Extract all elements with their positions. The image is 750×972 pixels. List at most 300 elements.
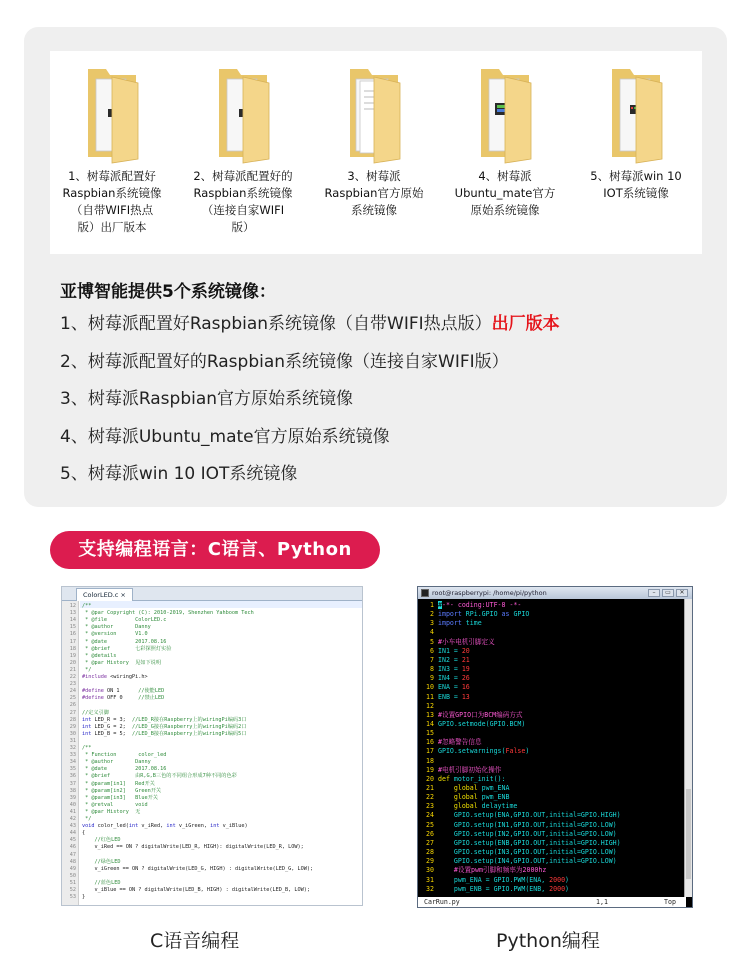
c-editor-screenshot xyxy=(61,586,363,906)
folder-panel xyxy=(50,51,702,254)
code-line xyxy=(418,610,529,619)
code-line xyxy=(418,674,470,683)
code-line xyxy=(418,857,617,866)
code-line xyxy=(62,802,362,809)
code-token: False xyxy=(505,747,526,756)
code-token: int xyxy=(210,823,223,830)
line-number: 19 xyxy=(426,765,434,774)
code-token: IN3 = xyxy=(438,665,462,674)
close-button[interactable]: ✕ xyxy=(676,589,688,597)
code-token: * @file ColorLED.c xyxy=(82,617,167,624)
code-line xyxy=(62,788,362,795)
code-line xyxy=(62,688,362,695)
list-item xyxy=(60,425,720,463)
line-number: 50 xyxy=(69,872,76,879)
line-number: 31 xyxy=(69,737,76,744)
code-token: //蓝色LED xyxy=(82,879,121,886)
python-code-area[interactable] xyxy=(418,601,686,897)
code-line xyxy=(418,619,482,628)
code-token: IN1 = xyxy=(438,646,462,655)
code-line xyxy=(62,745,362,752)
line-number: 41 xyxy=(69,808,76,815)
code-line xyxy=(62,710,362,717)
line-number: 1 xyxy=(430,601,434,609)
code-token: } xyxy=(82,894,86,901)
folder-icon xyxy=(213,59,273,167)
line-number: 4 xyxy=(430,628,434,637)
line-number: 38 xyxy=(69,787,76,794)
code-line xyxy=(418,720,525,729)
line-number: 13 xyxy=(426,710,434,719)
image-list-heading: 亚博智能提供5个系统镜像： xyxy=(60,282,276,302)
line-number: 16 xyxy=(426,738,434,747)
line-number: 12 xyxy=(426,701,434,710)
code-token: global xyxy=(438,793,482,802)
line-number: 26 xyxy=(69,702,76,709)
code-line xyxy=(418,821,617,830)
folder-item[interactable] xyxy=(181,51,305,254)
code-line xyxy=(418,665,470,674)
code-token: #电机引脚初始化操作 xyxy=(438,765,502,774)
code-token: v_iRed == ON ? digitalWrite(LED_R, HIGH): digitalWrite(LED_R, LOW); xyxy=(82,844,304,851)
code-token: -*- coding:UTF-8 -*- xyxy=(441,601,522,609)
line-number: 17 xyxy=(69,638,76,645)
code-token: IN4 = xyxy=(438,674,462,683)
code-token: /** xyxy=(82,745,92,751)
code-token: ) xyxy=(565,875,570,884)
line-number: 34 xyxy=(69,759,76,766)
code-token: RPi.GPIO xyxy=(465,610,502,619)
code-line xyxy=(418,848,617,857)
folder-item[interactable] xyxy=(443,51,567,254)
code-line xyxy=(418,729,438,738)
code-token: ) xyxy=(525,747,530,756)
code-token: //使能LED xyxy=(138,688,165,695)
close-icon[interactable]: × xyxy=(120,591,126,599)
status-cursor-position: 1,1 xyxy=(596,898,608,906)
code-token: 20 xyxy=(461,646,470,655)
code-token: * @author Danny xyxy=(82,759,151,766)
line-number: 25 xyxy=(69,695,76,702)
code-token: * @version V1.0 xyxy=(82,631,148,638)
code-line xyxy=(62,653,362,660)
code-line xyxy=(62,667,362,674)
code-token: GPIO.setwarnings( xyxy=(438,747,506,756)
line-number: 30 xyxy=(69,730,76,737)
scrollbar-thumb[interactable] xyxy=(686,789,691,879)
code-token: * Function color_led xyxy=(82,752,167,759)
code-token: * @brief 七彩探照灯实验 xyxy=(82,645,172,652)
line-number: 27 xyxy=(69,709,76,716)
code-token: def xyxy=(438,774,454,783)
code-token: pwm_ENB = GPIO.PWM(ENB, xyxy=(438,884,550,893)
line-number: 2 xyxy=(430,610,434,619)
python-terminal-screenshot xyxy=(417,586,693,908)
code-line xyxy=(418,747,529,756)
code-line xyxy=(418,766,501,775)
code-token: GPIO.setup(ENB,GPIO.OUT,initial=GPIO.HIGH) xyxy=(438,838,621,847)
line-number: 13 xyxy=(69,610,76,617)
code-line xyxy=(418,757,438,766)
code-token: * @date 2017.08.16 xyxy=(82,766,167,773)
line-number: 11 xyxy=(426,692,434,701)
line-number: 29 xyxy=(69,723,76,730)
line-number: 16 xyxy=(69,631,76,638)
line-number: 28 xyxy=(426,848,434,857)
line-number: 23 xyxy=(69,681,76,688)
list-item-text: 3、树莓派Raspbian官方原始系统镜像 xyxy=(60,389,354,409)
code-token: delaytime xyxy=(481,802,518,811)
list-item xyxy=(60,350,720,388)
code-token: int xyxy=(82,716,95,723)
folder-item[interactable] xyxy=(574,51,698,254)
code-line xyxy=(62,603,362,610)
code-token: ENA = xyxy=(438,683,462,692)
code-token: color_led( xyxy=(97,823,129,830)
code-token: #define xyxy=(82,695,107,702)
vim-status-line xyxy=(418,897,686,907)
list-item xyxy=(60,462,720,500)
c-caption: C语音编程 xyxy=(150,930,240,952)
code-line xyxy=(62,859,362,866)
code-line xyxy=(62,717,362,724)
code-line xyxy=(62,681,362,688)
code-line xyxy=(62,795,362,802)
image-info-card xyxy=(24,27,727,507)
code-token: int xyxy=(166,823,179,830)
code-token: GPIO.setup(IN1,GPIO.OUT,initial=GPIO.LOW) xyxy=(438,820,617,829)
code-token: //LED_G接在Raspberry上的wiringPi编码2口 xyxy=(131,723,247,730)
line-number: 44 xyxy=(69,830,76,837)
code-token: GPIO.setup(IN2,GPIO.OUT,initial=GPIO.LOW) xyxy=(438,829,617,838)
code-line xyxy=(62,844,362,851)
code-token: int xyxy=(82,730,95,737)
code-token: pwm_ENB xyxy=(481,793,510,802)
terminal-icon xyxy=(421,589,429,597)
code-token: //定义引脚 xyxy=(82,709,109,716)
code-line xyxy=(62,894,362,901)
code-line xyxy=(62,866,362,873)
code-token: * @param[in1] Red开关 xyxy=(82,780,155,787)
code-token: # xyxy=(438,601,442,609)
code-token: * @author Danny xyxy=(82,624,151,631)
folder-item[interactable] xyxy=(50,51,174,254)
code-token: * @brief 由R,G,B三色的不同组合形成7种不同的色彩 xyxy=(82,773,237,780)
code-line xyxy=(418,693,470,702)
code-token: global xyxy=(438,784,482,792)
code-token: * @param[in2] Green开关 xyxy=(82,787,162,794)
line-number: 5 xyxy=(430,637,434,646)
code-token: LED_B = 5; xyxy=(94,730,132,737)
code-token: v_iGreen == ON ? digitalWrite(LED_G, HIGH) : digitalWrite(LED_G, LOW); xyxy=(82,865,314,872)
line-number: 18 xyxy=(426,756,434,765)
code-line xyxy=(62,639,362,646)
line-number: 46 xyxy=(69,844,76,851)
code-line xyxy=(62,823,362,830)
line-number: 40 xyxy=(69,801,76,808)
code-token: //LED_R接在Raspberry上的wiringPi编码3口 xyxy=(131,716,247,723)
line-number: 20 xyxy=(426,774,434,783)
folder-icon xyxy=(475,59,535,167)
line-number: 52 xyxy=(69,887,76,893)
code-token: //红色LED xyxy=(82,837,121,844)
list-item-text: 1、树莓派配置好Raspbian系统镜像（自带WIFI热点版） xyxy=(60,314,492,334)
code-token: v_iRed, xyxy=(141,823,167,830)
code-line xyxy=(418,601,521,610)
line-number: 7 xyxy=(430,655,434,664)
code-line xyxy=(62,731,362,738)
code-token: * @par History 见如下说明 xyxy=(82,659,162,666)
code-token: 21 xyxy=(461,655,470,664)
code-line xyxy=(62,724,362,731)
code-token: { xyxy=(82,830,86,837)
list-item xyxy=(60,312,720,350)
maximize-button[interactable]: ▭ xyxy=(662,589,674,597)
c-code-area[interactable] xyxy=(62,601,362,905)
code-token: * @par History 无 xyxy=(82,808,141,815)
code-token: //禁止LED xyxy=(138,695,165,702)
status-filename: CarRun.py xyxy=(424,898,460,906)
code-line xyxy=(62,610,362,617)
code-line xyxy=(62,702,362,709)
editor-tab-label: ColorLED.c xyxy=(83,591,119,599)
code-line xyxy=(62,759,362,766)
line-number: 21 xyxy=(69,666,76,673)
code-token: 16 xyxy=(461,683,470,692)
folder-icon xyxy=(606,59,666,167)
code-token: #小车电机引脚定义 xyxy=(438,637,495,646)
line-number: 28 xyxy=(69,716,76,723)
code-token: #include xyxy=(82,674,111,680)
code-token: /** xyxy=(82,603,92,609)
code-line xyxy=(418,702,438,711)
code-token: import xyxy=(438,619,466,628)
code-line xyxy=(62,809,362,816)
line-number: 39 xyxy=(69,794,76,801)
folder-caption: 3、树莓派 Raspbian官方原始 系统镜像 xyxy=(324,169,424,217)
code-line xyxy=(62,887,362,894)
code-token: v_iBlue) xyxy=(222,823,248,830)
terminal-scrollbar[interactable] xyxy=(684,599,692,897)
code-token: 2000 xyxy=(549,875,566,884)
folder-caption: 2、树莓派配置好的 Raspbian系统镜像 （连接自家WIFI 版） xyxy=(193,169,293,234)
code-token: * @details xyxy=(82,652,117,659)
code-line xyxy=(418,793,509,802)
factory-version-highlight: 出厂版本 xyxy=(491,314,560,334)
code-line xyxy=(418,839,621,848)
code-line xyxy=(62,837,362,844)
code-line xyxy=(62,695,362,702)
code-token: import xyxy=(438,610,466,619)
code-token: GPIO.setmode(GPIO.BCM) xyxy=(438,719,526,728)
code-token: * @param[in3] Blue开关 xyxy=(82,794,158,801)
line-number: 29 xyxy=(426,857,434,866)
code-token: motor_init(): xyxy=(453,774,506,783)
code-token: */ xyxy=(82,666,92,673)
line-number: 14 xyxy=(426,719,434,728)
line-number: 51 xyxy=(69,879,76,886)
code-line xyxy=(418,683,470,692)
code-token: ) xyxy=(565,884,570,893)
code-line xyxy=(62,781,362,788)
code-line xyxy=(62,880,362,887)
line-number: 32 xyxy=(426,884,434,893)
line-number: 47 xyxy=(69,851,76,858)
folder-item[interactable] xyxy=(312,51,436,254)
line-number: 12 xyxy=(69,603,76,609)
code-token: time xyxy=(465,619,482,628)
terminal-titlebar xyxy=(418,587,692,599)
line-number: 25 xyxy=(426,820,434,829)
code-line xyxy=(62,674,362,681)
line-number: 3 xyxy=(430,619,434,628)
code-line xyxy=(418,638,495,647)
code-token: //LED_B接在Raspberry上的wiringPi编码5口 xyxy=(131,730,247,737)
code-line xyxy=(418,738,482,747)
line-number: 24 xyxy=(69,688,76,695)
line-number: 22 xyxy=(426,793,434,802)
line-number: 15 xyxy=(69,624,76,631)
code-token: #define xyxy=(82,688,107,695)
line-number: 45 xyxy=(69,837,76,844)
code-token: 2000 xyxy=(549,884,566,893)
line-number: 23 xyxy=(426,802,434,811)
code-token: ENB = xyxy=(438,692,462,701)
code-token: OFF 0 xyxy=(107,695,139,702)
code-token: GPIO.setup(ENA,GPIO.OUT,initial=GPIO.HIGH) xyxy=(438,811,621,820)
line-number: 19 xyxy=(69,652,76,659)
line-number: 42 xyxy=(69,816,76,822)
editor-tab[interactable] xyxy=(76,588,133,601)
code-line xyxy=(62,773,362,780)
line-number: 22 xyxy=(69,674,76,680)
code-line xyxy=(62,830,362,837)
code-line xyxy=(418,647,470,656)
code-line xyxy=(62,738,362,745)
line-number: 37 xyxy=(69,780,76,787)
line-number: 15 xyxy=(426,729,434,738)
line-number: 32 xyxy=(69,745,76,751)
list-item-text: 5、树莓派win 10 IOT系统镜像 xyxy=(60,464,298,484)
code-token: void xyxy=(82,823,98,830)
code-line xyxy=(62,624,362,631)
line-number: 35 xyxy=(69,766,76,773)
code-token: int xyxy=(82,723,95,730)
code-token: #忽略警告信息 xyxy=(438,738,482,747)
line-number: 9 xyxy=(430,674,434,683)
code-token: GPIO.setup(IN4,GPIO.OUT,initial=GPIO.LOW) xyxy=(438,857,617,866)
code-line xyxy=(62,816,362,823)
code-token: */ xyxy=(82,816,92,822)
line-number: 24 xyxy=(426,811,434,820)
line-number: 36 xyxy=(69,773,76,780)
code-line xyxy=(418,775,506,784)
list-item-text: 4、树莓派Ubuntu_mate官方原始系统镜像 xyxy=(60,426,390,447)
code-token: 26 xyxy=(461,674,470,683)
minimize-button[interactable]: – xyxy=(648,589,660,597)
code-token: LED_R = 3; xyxy=(94,716,132,723)
folder-icon xyxy=(344,59,404,167)
code-line xyxy=(62,631,362,638)
code-line xyxy=(418,811,621,820)
code-line xyxy=(418,830,617,839)
line-number: 21 xyxy=(426,784,434,792)
list-item xyxy=(60,387,720,425)
line-number: 49 xyxy=(69,865,76,872)
code-token: pwm_ENA = GPIO.PWM(ENA, xyxy=(438,875,550,884)
editor-tab-bar xyxy=(62,587,362,601)
code-token: #设置pwm引脚和频率为2000hz xyxy=(438,866,547,875)
folder-caption: 4、树莓派 Ubuntu_mate官方 原始系统镜像 xyxy=(454,169,556,217)
line-number: 14 xyxy=(69,617,76,624)
line-number: 53 xyxy=(69,894,76,901)
line-number: 20 xyxy=(69,659,76,666)
line-number: 33 xyxy=(69,752,76,759)
code-line xyxy=(418,876,569,885)
code-token: v_iGreen, xyxy=(178,823,211,830)
code-token: ON 1 xyxy=(107,688,139,695)
code-line xyxy=(418,866,546,875)
line-number: 31 xyxy=(426,875,434,884)
code-token: * @par Copyright (C): 2010-2019, Shenzhen Yahboom Tech xyxy=(82,610,254,617)
code-line xyxy=(418,885,569,894)
code-line xyxy=(62,752,362,759)
code-token: * @date 2017.08.16 xyxy=(82,638,167,645)
folder-icon xyxy=(82,59,142,167)
list-item-text: 2、树莓派配置好的Raspbian系统镜像（连接自家WIFI版） xyxy=(60,351,509,372)
code-token: 13 xyxy=(461,692,470,701)
line-number: 8 xyxy=(430,665,434,674)
terminal-title: root@raspberrypi: /home/pi/python xyxy=(432,589,547,597)
code-token: #设置GPIO口为BCM编码方式 xyxy=(438,710,523,719)
code-line xyxy=(418,784,509,793)
image-list xyxy=(60,312,720,500)
code-line xyxy=(418,802,517,811)
code-line xyxy=(62,617,362,624)
code-token: int xyxy=(128,823,142,830)
code-line xyxy=(418,656,470,665)
code-token: LED_G = 2; xyxy=(94,723,132,730)
code-line xyxy=(62,646,362,653)
code-line xyxy=(418,711,523,720)
line-number: 48 xyxy=(69,858,76,865)
code-token: IN2 = xyxy=(438,655,462,664)
code-line xyxy=(62,852,362,859)
line-number: 30 xyxy=(426,866,434,875)
code-token: //绿色LED xyxy=(82,858,121,865)
status-scroll-position: Top xyxy=(664,898,676,906)
code-token: v_iBlue == ON ? digitalWrite(LED_B, HIGH) : digitalWrite(LED_B, LOW); xyxy=(82,887,310,893)
code-token: pwm_ENA xyxy=(481,784,510,792)
code-token: 19 xyxy=(461,665,470,674)
line-number: 10 xyxy=(426,683,434,692)
code-token: as xyxy=(501,610,514,619)
code-token: * @retval void xyxy=(82,801,148,808)
code-line xyxy=(62,660,362,667)
code-token: GPIO.setup(IN3,GPIO.OUT,initial=GPIO.LOW) xyxy=(438,848,617,857)
code-token: global xyxy=(438,802,482,811)
code-line xyxy=(62,873,362,880)
code-token: GPIO xyxy=(513,610,530,619)
code-line xyxy=(418,628,438,637)
line-number: 6 xyxy=(430,646,434,655)
python-caption: Python编程 xyxy=(496,930,600,952)
line-number: 43 xyxy=(69,823,76,830)
code-line xyxy=(62,766,362,773)
folder-caption: 1、树莓派配置好 Raspbian系统镜像 （自带WIFI热点 版）出厂版本 xyxy=(62,169,162,234)
line-number: 27 xyxy=(426,838,434,847)
line-number: 26 xyxy=(426,829,434,838)
